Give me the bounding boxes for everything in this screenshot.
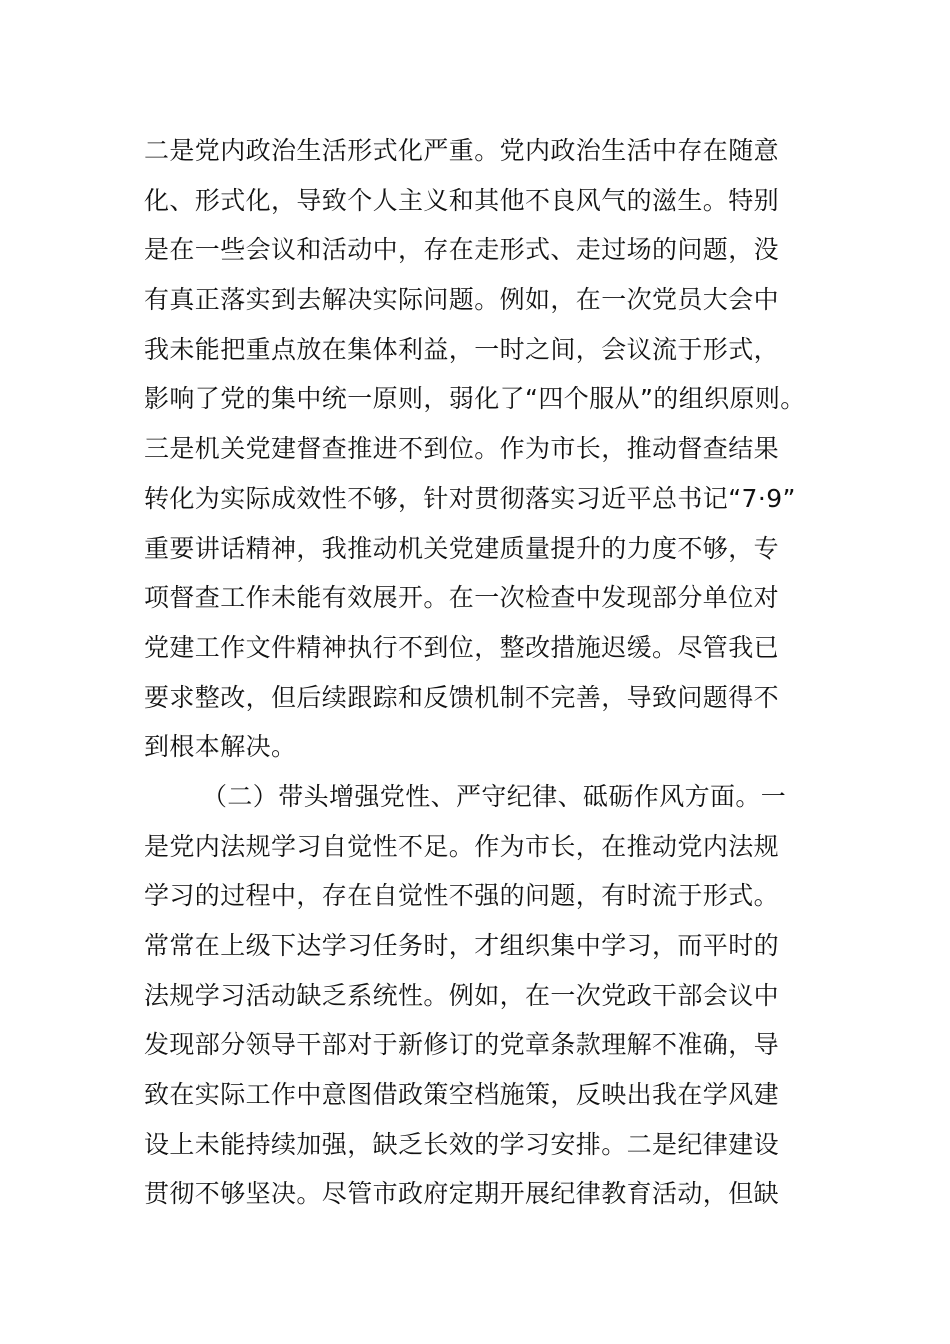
text-line: 致在实际工作中意图借政策空档施策，反映出我在学风建 (144, 1080, 780, 1110)
text-line: 到根本解决。 (144, 732, 297, 762)
section-heading-line: （二）带头增强党性、严守纪律、砥砺作风方面。一 (202, 781, 787, 811)
text-line: 二是党内政治生活形式化严重。党内政治生活中存在随意 (144, 136, 780, 165)
text-line: 影响了党的集中统一原则，弱化了“四个服从”的组织原则。 (144, 384, 806, 414)
text-line: 常常在上级下达学习任务时，才组织集中学习，而平时的 (144, 931, 780, 960)
text-line: 法规学习活动缺乏系统性。例如，在一次党政干部会议中 (144, 980, 780, 1010)
text-line: 设上未能持续加强，缺乏长效的学习安排。二是纪律建设 (144, 1129, 780, 1159)
text-line: 学习的过程中，存在自觉性不强的问题，有时流于形式。 (144, 881, 780, 911)
text-line: 发现部分领导干部对于新修订的党章条款理解不准确，导 (144, 1030, 780, 1060)
text-line: 是党内法规学习自觉性不足。作为市长，在推动党内法规 (144, 831, 780, 861)
text-line: 有真正落实到去解决实际问题。例如，在一次党员大会中 (144, 285, 780, 315)
text-line: 我未能把重点放在集体利益，一时之间，会议流于形式， (144, 334, 780, 364)
text-line: 贯彻不够坚决。尽管市政府定期开展纪律教育活动，但缺 (144, 1179, 780, 1209)
body-text (144, 126, 814, 1219)
text-line: 重要讲话精神，我推动机关党建质量提升的力度不够，专 (144, 533, 780, 563)
text-line: 党建工作文件精神执行不到位，整改措施迟缓。尽管我已 (144, 632, 780, 662)
text-line: 是在一些会议和活动中，存在走形式、走过场的问题，没 (144, 235, 780, 265)
text-line: 转化为实际成效性不够，针对贯彻落实习近平总书记“7·9” (144, 483, 796, 513)
text-line: 化、形式化，导致个人主义和其他不良风气的滋生。特别 (144, 185, 780, 215)
text-line: 项督查工作未能有效展开。在一次检查中发现部分单位对 (144, 583, 780, 613)
text-line: 三是机关党建督查推进不到位。作为市长，推动督查结果 (144, 434, 780, 464)
text-line: 要求整改，但后续跟踪和反馈机制不完善，导致问题得不 (144, 682, 780, 712)
